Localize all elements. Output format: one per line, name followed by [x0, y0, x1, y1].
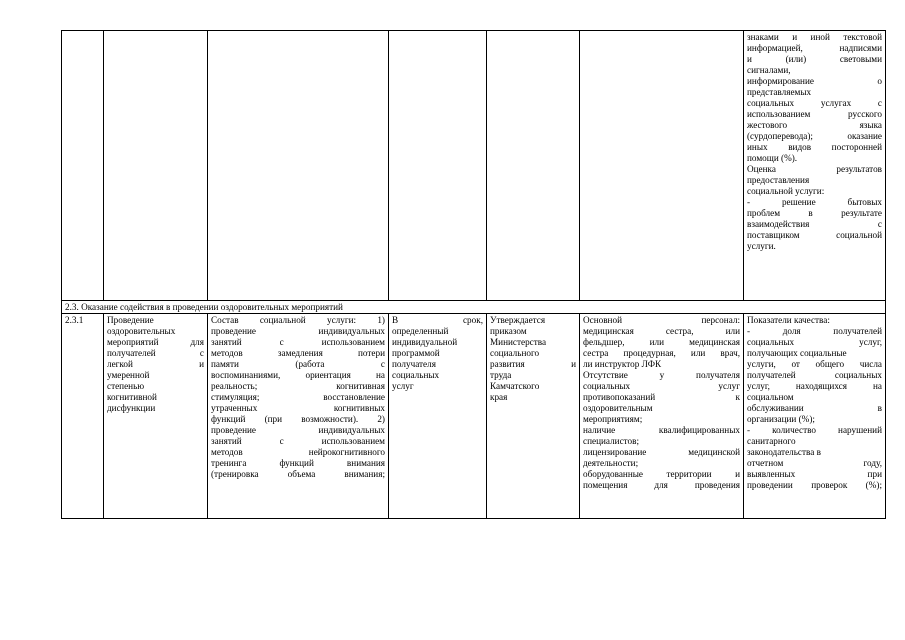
text-line: противопоказаний к — [583, 392, 740, 402]
cell-cost — [487, 31, 580, 301]
text-line: (сурдоперевода); оказание — [747, 131, 882, 141]
cell-content — [208, 314, 389, 519]
text-line: умеренной — [107, 370, 150, 380]
cell-conditions — [580, 31, 744, 301]
text-line: проведение индивидуальных — [211, 326, 385, 336]
text-line: Оценка результатов — [747, 164, 882, 174]
text-line: Состав социальной услуги: 1) — [211, 315, 385, 325]
text-line: реальность; когнитивная — [211, 381, 385, 391]
cell-num: 2.3.1 — [62, 314, 104, 519]
text-line: методов замедления потери — [211, 348, 385, 358]
text-line: занятий с использованием — [211, 436, 385, 446]
text-line: приказом — [490, 326, 527, 336]
text-line: иных видов посторонней — [747, 142, 882, 152]
text-line: программой — [392, 348, 440, 358]
text-line: ли инструктор ЛФК — [583, 359, 662, 369]
text-line: использованием русского — [747, 109, 882, 119]
services-table — [61, 30, 886, 519]
text-line: - доля получателей — [747, 326, 882, 336]
cell-term — [389, 31, 487, 301]
text-line: проведении проверок (%); — [747, 480, 882, 490]
section-heading-row — [62, 301, 886, 314]
text-line: выявленных при — [747, 469, 882, 479]
text-line: Министерства — [490, 337, 547, 347]
text-line: Камчатского — [490, 381, 540, 391]
text-line: легкой и — [107, 359, 204, 369]
table-row — [62, 314, 886, 519]
cell-quality — [744, 314, 886, 519]
text-line: дисфункции — [107, 403, 156, 413]
cell-num — [62, 31, 104, 301]
text-line: утраченных когнитивных — [211, 403, 385, 413]
text-line: оздоровительных — [107, 326, 176, 336]
text-line: Основной персонал: — [583, 315, 740, 325]
text-line: Показатели качества: — [747, 315, 830, 325]
text-line: услуги, от общего числа — [747, 359, 882, 369]
text-line: социальной услуги: — [747, 186, 825, 196]
text-line: оборудованные территории и — [583, 469, 740, 479]
text-line: знаками и иной текстовой — [747, 32, 882, 42]
text-line: определенный — [392, 326, 449, 336]
text-line: проведение индивидуальных — [211, 425, 385, 435]
text-line: социальных услугах с — [747, 98, 882, 108]
text-line: методов нейрокогнитивного — [211, 447, 385, 457]
text-line: и (или) световыми — [747, 54, 882, 64]
text-line: (тренировка объема внимания; — [211, 469, 385, 479]
text-line: - решение бытовых — [747, 197, 882, 207]
cell-cost — [487, 314, 580, 519]
text-line: законодательства в — [747, 447, 821, 457]
text-line: социальном — [747, 392, 794, 402]
text-line: края — [490, 392, 508, 402]
text-line: отчетном году, — [747, 458, 882, 468]
text-line: организации (%); — [747, 414, 815, 424]
text-line: информирование о — [747, 76, 882, 86]
text-line: тренинга функций внимания — [211, 458, 385, 468]
text-line: функций (при возможности). 2) — [211, 414, 385, 424]
text-line: помощи (%). — [747, 153, 798, 163]
text-line: когнитивной — [107, 392, 157, 402]
text-line: предоставления — [747, 175, 810, 185]
text-line: сигналами, — [747, 65, 791, 75]
text-line: информацией, надписями — [747, 43, 882, 53]
text-line: социальных — [392, 370, 440, 380]
text-line: В срок, — [392, 315, 483, 325]
text-line: занятий с использованием — [211, 337, 385, 347]
text-line: Отсутствие у получателя — [583, 370, 740, 380]
text-line: труда — [490, 370, 512, 380]
text-line: памяти (работа с — [211, 359, 385, 369]
text-line: воспоминаниями, ориентация на — [211, 370, 385, 380]
text-line: санитарного — [747, 436, 796, 446]
text-line: медицинская сестра, или — [583, 326, 740, 336]
cell-content — [208, 31, 389, 301]
text-line: Утверждается — [490, 315, 546, 325]
text-line: наличие квалифицированных — [583, 425, 740, 435]
text-line: получающих социальные — [747, 348, 847, 358]
cell-term — [389, 314, 487, 519]
text-line: проблем в результате — [747, 208, 882, 218]
text-line: услуг — [392, 381, 414, 391]
text-line: взаимодействия с — [747, 219, 882, 229]
text-line: стимуляция; восстановление — [211, 392, 385, 402]
cell-conditions — [580, 314, 744, 519]
text-line: услуги. — [747, 241, 776, 251]
text-line: - количество нарушений — [747, 425, 882, 435]
text-line: сестра процедурная, или врач, — [583, 348, 740, 358]
text-line: помещения для проведения — [583, 480, 740, 490]
text-line: получателя — [392, 359, 436, 369]
text-line: мероприятиям; — [583, 414, 643, 424]
text-line: социального — [490, 348, 540, 358]
text-line: деятельности; — [583, 458, 639, 468]
text-line: специалистов; — [583, 436, 640, 446]
cell-name — [104, 31, 208, 301]
text-line: социальных услуг, — [747, 337, 882, 347]
text-line: представляемых — [747, 87, 812, 97]
text-line: получателей с — [107, 348, 204, 358]
text-line: социальных услуг — [583, 381, 740, 391]
text-line: фельдшер, или медицинская — [583, 337, 740, 347]
section-title: 2.3. Оказание содействия в проведении оздоровительных мероприятий — [62, 301, 886, 314]
text-line: индивидуальной — [392, 337, 458, 347]
text-line: обслуживании в — [747, 403, 882, 413]
text-line: мероприятий для — [107, 337, 204, 347]
cell-quality — [744, 31, 886, 301]
text-line: услуг, находящихся на — [747, 381, 882, 391]
text-line: оздоровительным — [583, 403, 653, 413]
cell-name — [104, 314, 208, 519]
text-line: лицензирование медицинской — [583, 447, 740, 457]
text-line: степенью — [107, 381, 145, 391]
text-line: развития и — [490, 359, 576, 369]
text-line: поставщиком социальной — [747, 230, 882, 240]
text-line: жестового языка — [747, 120, 882, 130]
table-row — [62, 31, 886, 301]
text-line: получателей социальных — [747, 370, 882, 380]
text-line: Проведение — [107, 315, 154, 325]
